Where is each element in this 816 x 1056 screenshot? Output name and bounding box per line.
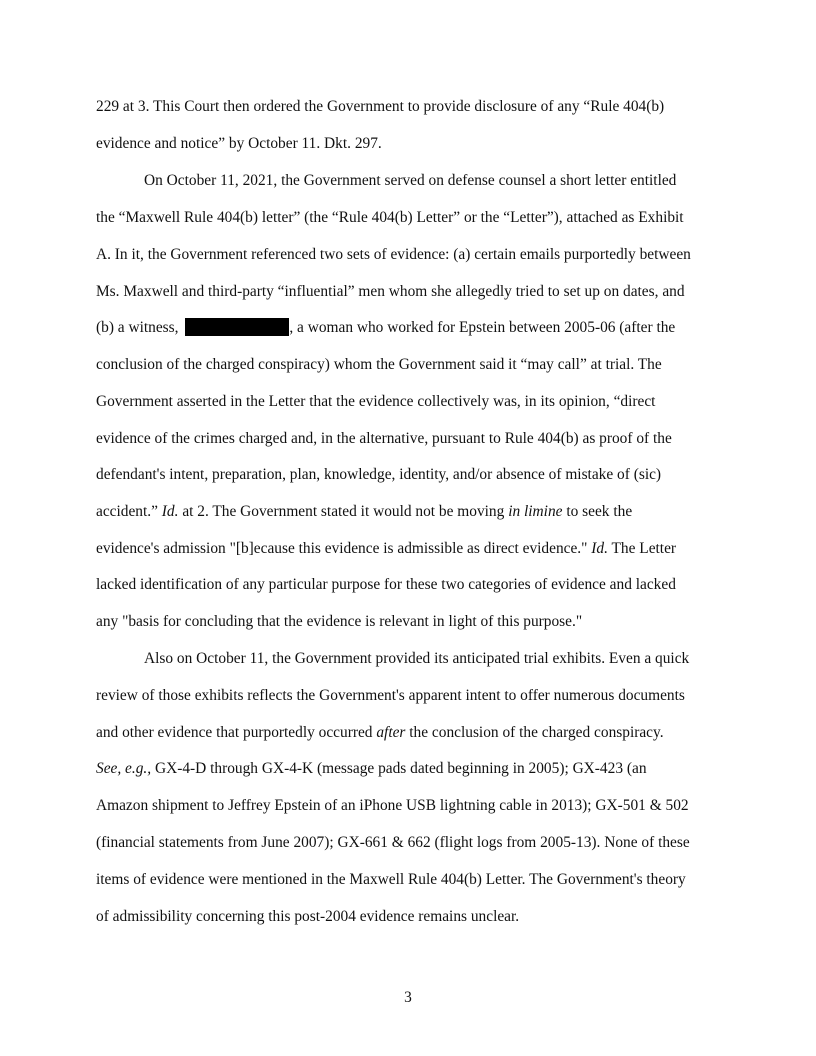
- text-line: [96, 502, 632, 522]
- text-line: [96, 759, 647, 779]
- text-segment: to seek the: [562, 503, 633, 520]
- text-segment: the “Maxwell Rule 404(b) letter” (the “Rule 404(b) Letter” or the “Letter”), attached as Exhibit: [96, 209, 684, 226]
- text-segment: evidence and notice” by October 11. Dkt. 297.: [96, 135, 382, 152]
- text-segment: at 2. The Government stated it would not be moving: [178, 503, 509, 520]
- text-line: [96, 97, 664, 117]
- text-segment: , a woman who worked for Epstein between 2005-06 (after the: [289, 319, 676, 336]
- text-line: [96, 539, 676, 559]
- text-segment: the conclusion of the charged conspiracy.: [405, 724, 664, 741]
- text-segment: evidence of the crimes charged and, in the alternative, pursuant to Rule 404(b) as proof of the: [96, 430, 672, 447]
- text-segment: items of evidence were mentioned in the Maxwell Rule 404(b) Letter. The Government's theory: [96, 871, 686, 888]
- text-segment: any "basis for concluding that the evidence is relevant in light of this purpose.": [96, 613, 583, 630]
- text-line: [96, 686, 685, 706]
- legal-term-in-limine: in limine: [508, 503, 563, 520]
- text-line: [96, 134, 382, 154]
- text-segment: defendant's intent, preparation, plan, knowledge, identity, and/or absence of mistake of (sic): [96, 466, 662, 483]
- citation-id: Id.: [591, 540, 608, 557]
- text-segment: Government asserted in the Letter that the evidence collectively was, in its opinion, “direct: [96, 393, 656, 410]
- text-segment: Also on October 11, the Government provided its anticipated trial exhibits. Even a quick: [144, 650, 690, 667]
- text-line: [96, 465, 661, 485]
- text-segment: accident.”: [96, 503, 162, 520]
- text-line: [96, 429, 672, 449]
- text-segment: Ms. Maxwell and third-party “influential” men whom she allegedly tried to set up on dates, and: [96, 283, 685, 300]
- text-line: [96, 355, 662, 375]
- text-segment: The Letter: [607, 540, 677, 557]
- text-line: [96, 392, 655, 412]
- text-line: [96, 245, 691, 265]
- text-segment: review of those exhibits reflects the Government's apparent intent to offer numerous documents: [96, 687, 685, 704]
- text-segment: evidence's admission "[b]ecause this evidence is admissible as direct evidence.": [96, 540, 592, 557]
- page-number: 3: [404, 989, 412, 1006]
- text-segment: Amazon shipment to Jeffrey Epstein of an iPhone USB lightning cable in 2013); GX-501 & 502: [96, 797, 689, 814]
- text-segment: On October 11, 2021, the Government served on defense counsel a short letter entitled: [144, 172, 677, 189]
- text-line: [144, 649, 689, 669]
- text-line: [144, 171, 676, 191]
- text-segment: GX-4-D through GX-4-K (message pads dated beginning in 2005); GX-423 (an: [151, 760, 647, 777]
- text-line: [96, 282, 685, 302]
- text-segment: and other evidence that purportedly occurred: [96, 724, 377, 741]
- text-line: [96, 833, 690, 853]
- citation-see-eg: See, e.g.,: [96, 760, 152, 777]
- text-segment: (financial statements from June 2007); GX-661 & 662 (flight logs from 2005-13). None of these: [96, 834, 690, 851]
- text-segment: A. In it, the Government referenced two sets of evidence: (a) certain emails purportedly between: [96, 246, 691, 263]
- text-segment: 229 at 3. This Court then ordered the Government to provide disclosure of any “Rule 404(b): [96, 98, 665, 115]
- text-segment: conclusion of the charged conspiracy) whom the Government said it “may call” at trial. The: [96, 356, 662, 373]
- text-line: [96, 796, 689, 816]
- citation-id: Id.: [161, 503, 179, 520]
- text-segment: of admissibility concerning this post-2004 evidence remains unclear.: [96, 908, 520, 925]
- redaction-block: [185, 318, 289, 336]
- emphasis-after: after: [376, 724, 406, 741]
- text-segment: lacked identification of any particular purpose for these two categories of evidence and lacked: [96, 576, 676, 593]
- text-line: [96, 870, 686, 890]
- text-line: [96, 318, 675, 338]
- text-line: [96, 723, 664, 743]
- text-line: [96, 907, 519, 927]
- text-segment: (b) a witness,: [96, 319, 183, 336]
- text-line: [96, 208, 684, 228]
- text-line: [96, 612, 582, 632]
- text-line: [96, 575, 676, 595]
